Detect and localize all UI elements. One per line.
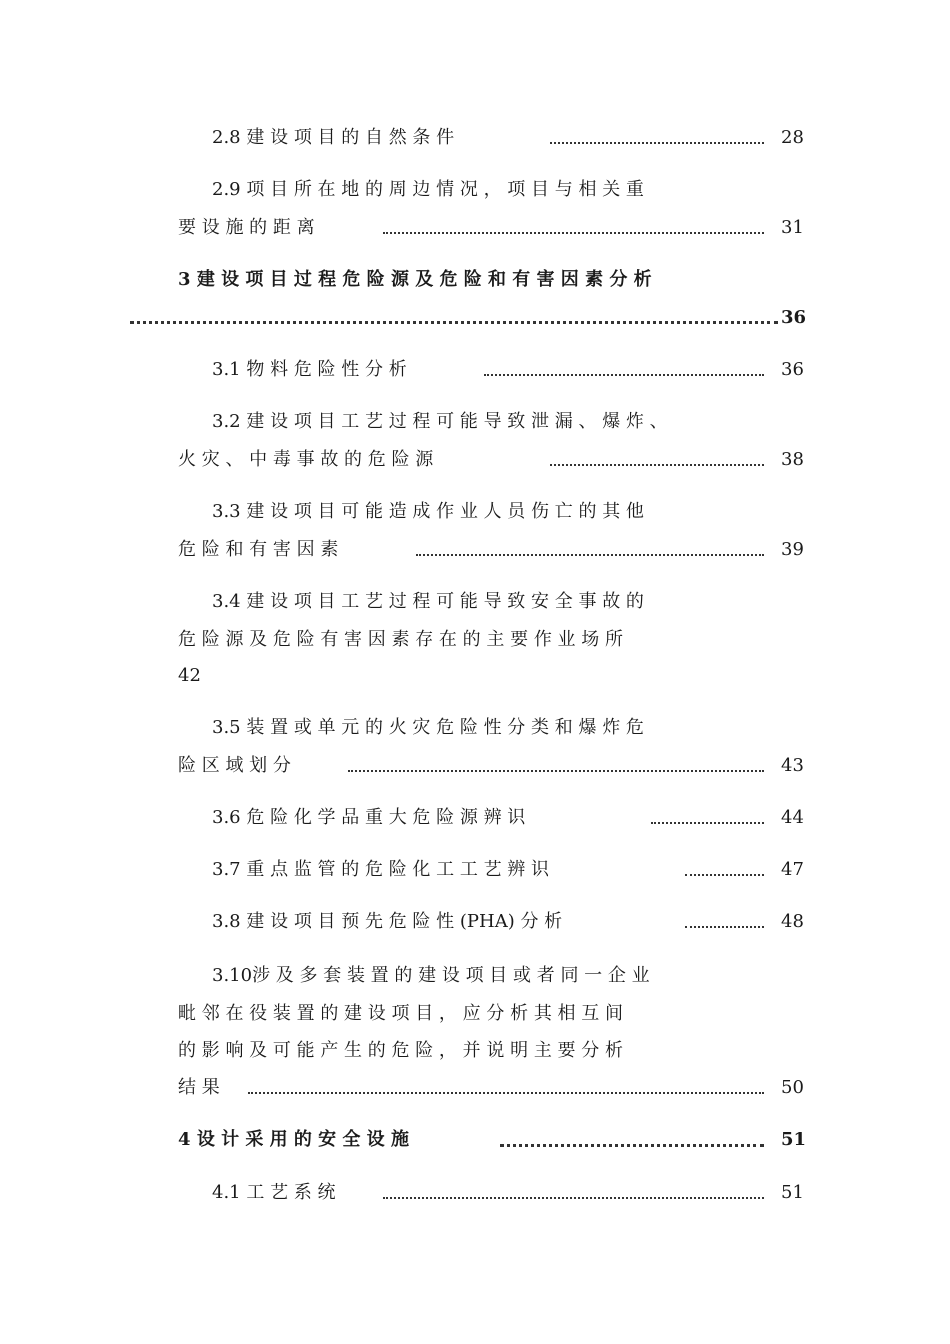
toc-page: 36 (781, 307, 807, 328)
toc-number: 3.5 (212, 717, 241, 738)
toc-title: 项 目 所 在 地 的 周 边 情 况 ， 项 目 与 相 关 重 (246, 179, 644, 200)
toc-page: 31 (781, 217, 804, 238)
toc-title-cont: 要 设 施 的 距 离 (178, 217, 315, 238)
toc-leader (383, 232, 764, 234)
toc-entry-3-7[interactable] (212, 858, 549, 882)
toc-number: 3.8 (212, 911, 241, 932)
toc-number: 3.7 (212, 859, 241, 880)
toc-title: 装 置 或 单 元 的 火 灾 危 险 性 分 类 和 爆 炸 危 (246, 717, 644, 738)
toc-entry-2-9[interactable] (212, 178, 644, 202)
toc-title-cont: 毗 邻 在 役 装 置 的 建 设 项 目 ， 应 分 析 其 相 互 间 (178, 1003, 623, 1024)
toc-page: 51 (781, 1129, 807, 1150)
toc-title: 建 设 项 目 可 能 造 成 作 业 人 员 伤 亡 的 其 他 (246, 501, 644, 522)
toc-number: 3 (178, 269, 191, 290)
toc-entry-4-1[interactable] (212, 1181, 336, 1205)
toc-page: 51 (781, 1182, 804, 1203)
toc-number: 4.1 (212, 1182, 241, 1203)
toc-page: 50 (781, 1077, 804, 1098)
toc-title-cont: 结 果 (178, 1077, 220, 1098)
toc-page: 48 (781, 911, 804, 932)
toc-title-cont: 危 险 源 及 危 险 有 害 因 素 存 在 的 主 要 作 业 场 所 (178, 629, 623, 650)
toc-chapter-3[interactable] (178, 268, 652, 292)
toc-title: 危 险 化 学 品 重 大 危 险 源 辨 识 (246, 807, 526, 828)
toc-title: 建 设 项 目 工 艺 过 程 可 能 导 致 泄 漏 、 爆 炸 、 (246, 411, 668, 432)
toc-chapter-4[interactable] (178, 1128, 409, 1152)
toc-page: 47 (781, 859, 804, 880)
toc-leader (651, 822, 764, 824)
toc-title-cont: 的 影 响 及 可 能 产 生 的 危 险 ， 并 说 明 主 要 分 析 (178, 1040, 623, 1061)
toc-number: 3.6 (212, 807, 241, 828)
toc-title: 建 设 项 目 工 艺 过 程 可 能 导 致 安 全 事 故 的 (246, 591, 644, 612)
toc-title: 设 计 采 用 的 安 全 设 施 (196, 1129, 409, 1150)
toc-leader (130, 321, 778, 324)
toc-entry-3-1[interactable] (212, 358, 407, 382)
toc-page: 39 (781, 539, 804, 560)
toc-title-cont: 危 险 和 有 害 因 素 (178, 539, 339, 560)
toc-leader (550, 464, 764, 466)
toc-title: 建 设 项 目 过 程 危 险 源 及 危 险 和 有 害 因 素 分 析 (196, 269, 652, 290)
toc-leader (348, 770, 764, 772)
toc-page: 43 (781, 755, 804, 776)
toc-entry-3-6[interactable] (212, 806, 525, 830)
toc-entry-3-5[interactable] (212, 716, 644, 740)
toc-number: 2.9 (212, 179, 241, 200)
toc-title: 重 点 监 管 的 危 险 化 工 工 艺 辨 识 (246, 859, 550, 880)
toc-title: 建 设 项 目 预 先 危 险 性 (PHA) 分 析 (246, 911, 563, 932)
toc-entry-3-10[interactable] (212, 964, 650, 988)
toc-leader (248, 1092, 764, 1094)
toc-number: 3.1 (212, 359, 241, 380)
toc-leader (383, 1197, 764, 1199)
toc-entry-3-3[interactable] (212, 500, 644, 524)
toc-entry-3-8[interactable] (212, 910, 562, 934)
toc-leader (484, 374, 764, 376)
toc-title: 工 艺 系 统 (246, 1182, 336, 1203)
toc-title-cont: 火 灾 、 中 毒 事 故 的 危 险 源 (178, 449, 434, 470)
toc-page: 38 (781, 449, 804, 470)
toc-entry-3-2[interactable] (212, 410, 668, 434)
toc-title: 物 料 危 险 性 分 析 (246, 359, 407, 380)
toc-entry-3-4[interactable] (212, 590, 644, 614)
toc-number: 3.10 (212, 965, 253, 986)
toc-entry-2-8[interactable] (212, 126, 454, 150)
toc-page: 36 (781, 359, 804, 380)
toc-leader (550, 142, 764, 144)
toc-page: 42 (178, 665, 201, 686)
toc-number: 4 (178, 1129, 191, 1150)
toc-title: 涉 及 多 套 装 置 的 建 设 项 目 或 者 同 一 企 业 (252, 965, 650, 986)
toc-number: 3.3 (212, 501, 241, 522)
toc-number: 2.8 (212, 127, 241, 148)
toc-page: 44 (781, 807, 804, 828)
toc-leader (685, 874, 764, 876)
toc-leader (416, 554, 764, 556)
toc-number: 3.2 (212, 411, 241, 432)
toc-title-cont: 险 区 域 划 分 (178, 755, 291, 776)
toc-number: 3.4 (212, 591, 241, 612)
toc-title: 建 设 项 目 的 自 然 条 件 (246, 127, 455, 148)
toc-leader (500, 1144, 764, 1147)
toc-leader (685, 926, 764, 928)
toc-page: 28 (781, 127, 804, 148)
